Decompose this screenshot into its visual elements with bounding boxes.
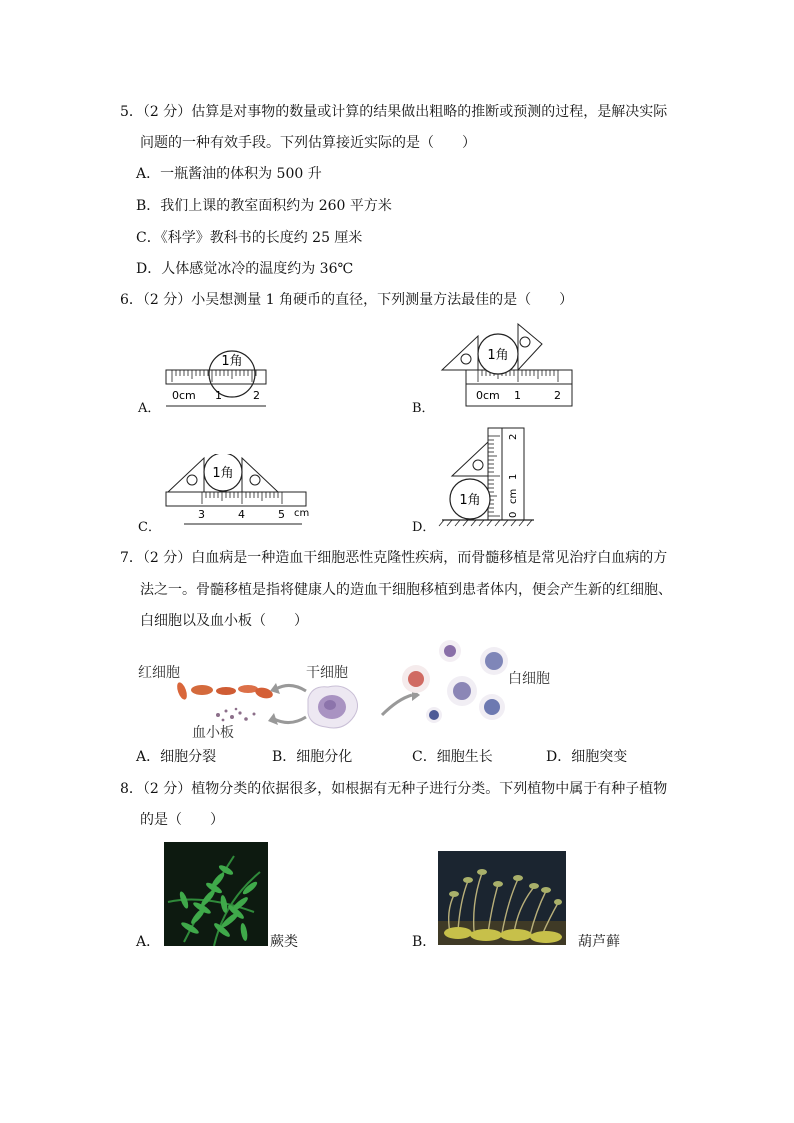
moss-photo [438,851,566,945]
arrow-to-red-icon [276,685,306,691]
svg-text:1: 1 [508,473,519,480]
q5-option-a: A．一瓶酱油的体积为 500 升 [136,166,322,182]
svg-text:5: 5 [278,508,285,521]
q7-option-d: D．细胞突变 [546,749,628,765]
svg-text:1: 1 [215,389,222,402]
svg-text:0: 0 [508,511,519,518]
q5-stem-line2: 问题的一种有效手段。下列估算接近实际的是（ ） [140,135,476,151]
platelets [216,708,256,722]
svg-text:cm: cm [508,488,519,504]
stem-cell [308,686,358,728]
svg-text:0cm: 0cm [172,389,196,402]
q7-stem-line1: 7．（2 分）白血病是一种造血干细胞恶性克隆性疾病，而骨髓移植是常见治疗白血病的方 [120,550,668,566]
q7-cell-figure [130,635,570,745]
q6-figure-d [438,422,538,530]
q6-option-b-label: B． [412,401,435,416]
q7-stem-line2: 法之一。骨髓移植是指将健康人的造血干细胞移植到患者体内，便会产生新的红细胞、 [140,582,672,598]
q8-option-a-label: A． [136,934,161,950]
q6-option-c-label: C． [138,520,161,535]
svg-text:1: 1 [514,389,521,402]
q6-figure-c [162,454,322,526]
q5-option-b: B．我们上课的教室面积约为 260 平方米 [136,198,392,214]
q5-option-d: D．人体感觉冰冷的温度约为 36℃ [136,261,354,277]
q5-option-c: C．《科学》教科书的长度约 25 厘米 [136,230,363,246]
svg-text:cm: cm [294,508,310,519]
platelets-label: 血小板 [192,725,234,741]
q8-option-b-name: 葫芦藓 [578,934,620,950]
q6-option-d-label: D． [412,520,436,535]
svg-text:1角: 1角 [212,466,234,481]
red-cells-label: 红细胞 [138,665,180,681]
arrow-to-white-icon [382,695,412,715]
q6-figure-a [160,346,275,408]
q8-option-b-label: B． [412,934,437,950]
q8-stem-line2: 的是（ ） [140,812,224,828]
svg-text:1角: 1角 [487,348,509,363]
q7-option-c: C．细胞生长 [412,749,493,765]
svg-text:0cm: 0cm [476,389,500,402]
svg-text:2: 2 [253,389,260,402]
white-cells [402,640,508,723]
arrow-to-platelet-icon [274,717,306,723]
white-cells-label: 白细胞 [508,671,550,687]
q6-figure-b [438,320,578,410]
svg-text:3: 3 [198,508,205,521]
q8-option-a-name: 蕨类 [270,934,298,950]
svg-text:1角: 1角 [221,354,243,369]
fern-photo [164,842,268,946]
q7-option-a: A．细胞分裂 [136,749,217,765]
red-cells [175,681,274,701]
q6-option-a-label: A． [138,401,161,416]
q6-stem-line1: 6．（2 分）小吴想测量 1 角硬币的直径，下列测量方法最佳的是（ ） [120,292,574,308]
svg-text:1角: 1角 [459,493,481,508]
q7-stem-line3: 白细胞以及血小板（ ） [140,613,308,629]
svg-text:2: 2 [554,389,561,402]
svg-text:4: 4 [238,508,245,521]
q7-option-b: B．细胞分化 [272,749,353,765]
svg-text:2: 2 [508,433,519,440]
q5-stem-line1: 5．（2 分）估算是对事物的数量或计算的结果做出粗略的推断或预测的过程，是解决实际 [120,104,668,120]
stem-cell-label: 干细胞 [306,665,348,681]
q8-stem-line1: 8．（2 分）植物分类的依据很多，如根据有无种子进行分类。下列植物中属于有种子植物 [120,781,668,797]
